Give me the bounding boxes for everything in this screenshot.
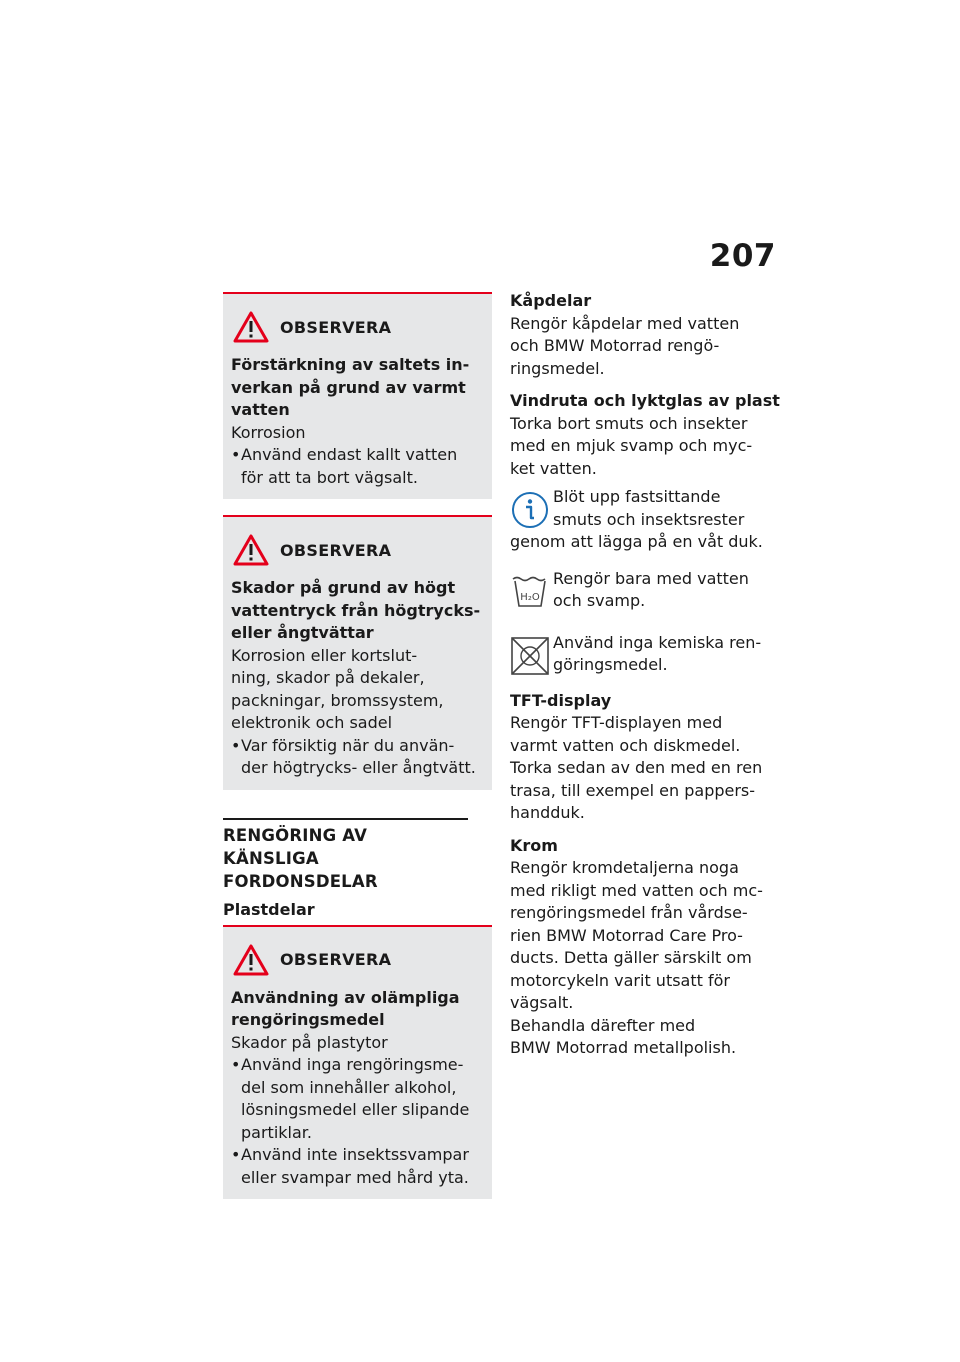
bullet-item: • Använd inte insektssvampar	[231, 1144, 484, 1167]
tip-line: Blöt upp fastsittande	[553, 487, 721, 506]
bullet-continuation: der högtrycks- eller ångtvätt.	[241, 758, 476, 777]
section-heading: Vindruta och lyktglas av plast	[510, 391, 780, 410]
tip-line: göringsmedel.	[553, 655, 668, 674]
paragraph-line: Rengör kromdetaljerna noga	[510, 858, 739, 877]
notice-label: OBSERVERA	[280, 950, 392, 969]
water-h2o-icon	[510, 572, 550, 612]
paragraph-line: vägsalt.	[510, 993, 574, 1012]
notice-box-cleaners	[223, 925, 492, 1200]
left-column	[223, 292, 492, 1215]
tip-line: och svamp.	[553, 591, 646, 610]
paragraph-line: Torka bort smuts och insekter	[510, 413, 748, 433]
bullet-continuation: del som innehåller alkohol,	[241, 1077, 457, 1097]
paragraph-line: BMW Motorrad metallpolish.	[510, 1038, 737, 1057]
paragraph-line: ket vatten.	[510, 458, 597, 478]
section-heading: TFT-display	[510, 690, 612, 710]
notice-consequence: Korrosion eller kortslut-	[231, 645, 418, 665]
paragraph-line: trasa, till exempel en pappers-	[510, 780, 756, 800]
vindruta-section	[510, 390, 785, 480]
notice-box-salt	[223, 292, 492, 499]
notice-title: Användning av olämpliga	[231, 987, 460, 1007]
water-tip	[510, 568, 785, 614]
no-chemicals-icon	[510, 636, 550, 676]
paragraph-line: Rengör kåpdelar med vatten	[510, 313, 740, 333]
bullet-item: • Var försiktig när du använ-	[231, 735, 484, 758]
paragraph-line: och BMW Motorrad rengö-	[510, 336, 720, 355]
warning-triangle-icon	[233, 311, 269, 343]
tip-line: smuts och insektsrester	[553, 509, 745, 529]
paragraph-line: med rikligt med vatten och mc-	[510, 880, 763, 900]
subsection-title: Plastdelar	[223, 899, 315, 919]
bullet-dot-icon: •	[231, 1055, 241, 1074]
section-heading: Krom	[510, 835, 558, 855]
bullet-continuation: för att ta bort vägsalt.	[241, 467, 418, 487]
paragraph-line: rien BMW Motorrad Care Pro-	[510, 925, 743, 945]
tip-line: genom att lägga på en våt duk.	[510, 532, 763, 551]
notice-label: OBSERVERA	[280, 317, 392, 337]
tip-line: Rengör bara med vatten	[553, 568, 749, 588]
svg-text:H₂O: H₂O	[520, 591, 540, 603]
notice-title: Förstärkning av saltets in-	[231, 355, 470, 374]
warning-triangle-icon	[233, 534, 269, 566]
notice-title: Skador på grund av högt	[231, 578, 456, 597]
krom-section	[510, 835, 785, 1060]
notice-title: rengöringsmedel	[231, 1010, 385, 1029]
notice-consequence: elektronik och sadel	[231, 713, 393, 732]
notice-title: vattentryck från högtrycks-	[231, 600, 481, 620]
bullet-item: • Använd endast kallt vatten	[231, 444, 484, 467]
paragraph-line: rengöringsmedel från vårdse-	[510, 903, 748, 922]
info-icon	[510, 490, 550, 530]
tip-line: Använd inga kemiska ren-	[553, 632, 762, 652]
bullet-item: • Använd inga rengöringsme-	[231, 1054, 484, 1077]
right-column	[510, 290, 785, 1060]
notice-title: eller ångtvättar	[231, 623, 374, 642]
paragraph-line: ducts. Detta gäller särskilt om	[510, 948, 752, 967]
bullet-dot-icon: •	[231, 735, 241, 755]
paragraph-line: med en mjuk svamp och myc-	[510, 436, 753, 455]
paragraph-line: Torka sedan av den med en ren	[510, 758, 763, 777]
paragraph-line: handduk.	[510, 803, 585, 822]
paragraph-line: Rengör TFT-displayen med	[510, 713, 723, 732]
notice-title: verkan på grund av varmt	[231, 377, 466, 397]
notice-consequence: packningar, bromssystem,	[231, 690, 444, 710]
warning-triangle-icon	[233, 944, 269, 976]
info-tip	[510, 486, 785, 554]
paragraph-line: motorcykeln varit utsatt för	[510, 970, 730, 990]
paragraph-line: Behandla därefter med	[510, 1015, 696, 1035]
tft-section	[510, 690, 785, 825]
bullet-continuation: lösningsmedel eller slipande	[241, 1100, 470, 1119]
notice-box-pressure	[223, 515, 492, 790]
paragraph-line: ringsmedel.	[510, 358, 605, 378]
paragraph-line: varmt vatten och diskmedel.	[510, 735, 741, 755]
notice-label: OBSERVERA	[280, 540, 392, 560]
page-number: 207	[709, 238, 776, 274]
section-heading: Kåpdelar	[510, 291, 592, 310]
notice-title: vatten	[231, 400, 290, 419]
bullet-dot-icon: •	[231, 445, 241, 464]
notice-consequence: Skador på plastytor	[231, 1032, 388, 1052]
bullet-dot-icon: •	[231, 1145, 241, 1164]
bullet-continuation: partiklar.	[241, 1122, 312, 1142]
kapdelar-section	[510, 290, 785, 380]
bullet-continuation: eller svampar med hård yta.	[241, 1167, 469, 1187]
notice-consequence: ning, skador på dekaler,	[231, 668, 425, 687]
notice-consequence: Korrosion	[231, 422, 306, 442]
section-title: RENGÖRING AV KÄNSLIGA FORDONSDELAR	[223, 818, 468, 893]
no-chemicals-tip	[510, 632, 785, 678]
